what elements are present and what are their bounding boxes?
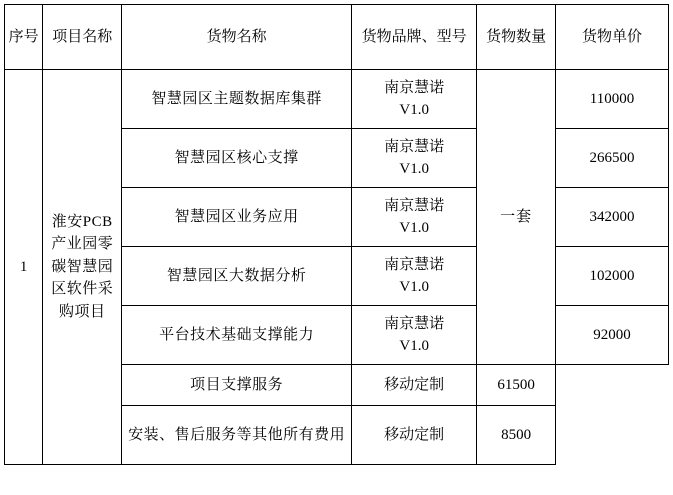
brand-line-1: 移动定制 [384, 376, 445, 393]
cell-goods-name: 智慧园区主题数据库集群 [122, 70, 352, 129]
header-row [5, 5, 669, 70]
brand-line-2: V1.0 [399, 279, 429, 295]
cell-goods-name: 平台技术基础支撑能力 [122, 306, 352, 365]
header-goods-name: 货物名称 [122, 5, 352, 70]
cell-goods-brand [352, 247, 477, 306]
cell-goods-quantity: 一套 [477, 70, 556, 365]
cell-goods-unit-price: 110000 [555, 70, 668, 129]
cell-goods-name: 安装、售后服务等其他所有费用 [122, 406, 352, 465]
brand-line-1: 移动定制 [384, 426, 445, 443]
cell-goods-brand [352, 188, 477, 247]
brand-line-1: 南京慧诺 [384, 256, 445, 273]
cell-goods-name: 项目支撑服务 [122, 365, 352, 406]
brand-line-2: V1.0 [399, 102, 429, 118]
cell-project-name: 淮安PCB产业园零碳智慧园区软件采购项目 [43, 70, 122, 465]
cell-goods-unit-price: 102000 [555, 247, 668, 306]
header-goods-brand-model: 货物品牌、型号 [352, 5, 477, 70]
cell-goods-unit-price: 8500 [477, 406, 556, 465]
brand-line-1: 南京慧诺 [384, 315, 445, 332]
table-header [5, 5, 669, 70]
cell-goods-brand [352, 70, 477, 129]
cell-goods-brand [352, 306, 477, 365]
cell-goods-name: 智慧园区大数据分析 [122, 247, 352, 306]
cell-goods-unit-price: 342000 [555, 188, 668, 247]
brand-line-1: 南京慧诺 [384, 79, 445, 96]
table-body [5, 70, 669, 465]
cell-seq: 1 [5, 70, 43, 465]
brand-line-1: 南京慧诺 [384, 138, 445, 155]
cell-goods-brand [352, 129, 477, 188]
header-goods-quantity: 货物数量 [477, 5, 556, 70]
cell-goods-unit-price: 92000 [555, 306, 668, 365]
cell-goods-unit-price: 61500 [477, 365, 556, 406]
brand-line-2: V1.0 [399, 220, 429, 236]
cell-goods-brand [352, 406, 477, 465]
cell-goods-name: 智慧园区核心支撑 [122, 129, 352, 188]
brand-line-2: V1.0 [399, 338, 429, 354]
brand-line-2: V1.0 [399, 161, 429, 177]
header-project-name: 项目名称 [43, 5, 122, 70]
cell-goods-name: 智慧园区业务应用 [122, 188, 352, 247]
header-goods-unit-price: 货物单价 [555, 5, 668, 70]
goods-table [4, 4, 669, 465]
header-seq: 序号 [5, 5, 43, 70]
table-row [5, 70, 669, 129]
cell-goods-unit-price: 266500 [555, 129, 668, 188]
cell-goods-brand [352, 365, 477, 406]
brand-line-1: 南京慧诺 [384, 197, 445, 214]
